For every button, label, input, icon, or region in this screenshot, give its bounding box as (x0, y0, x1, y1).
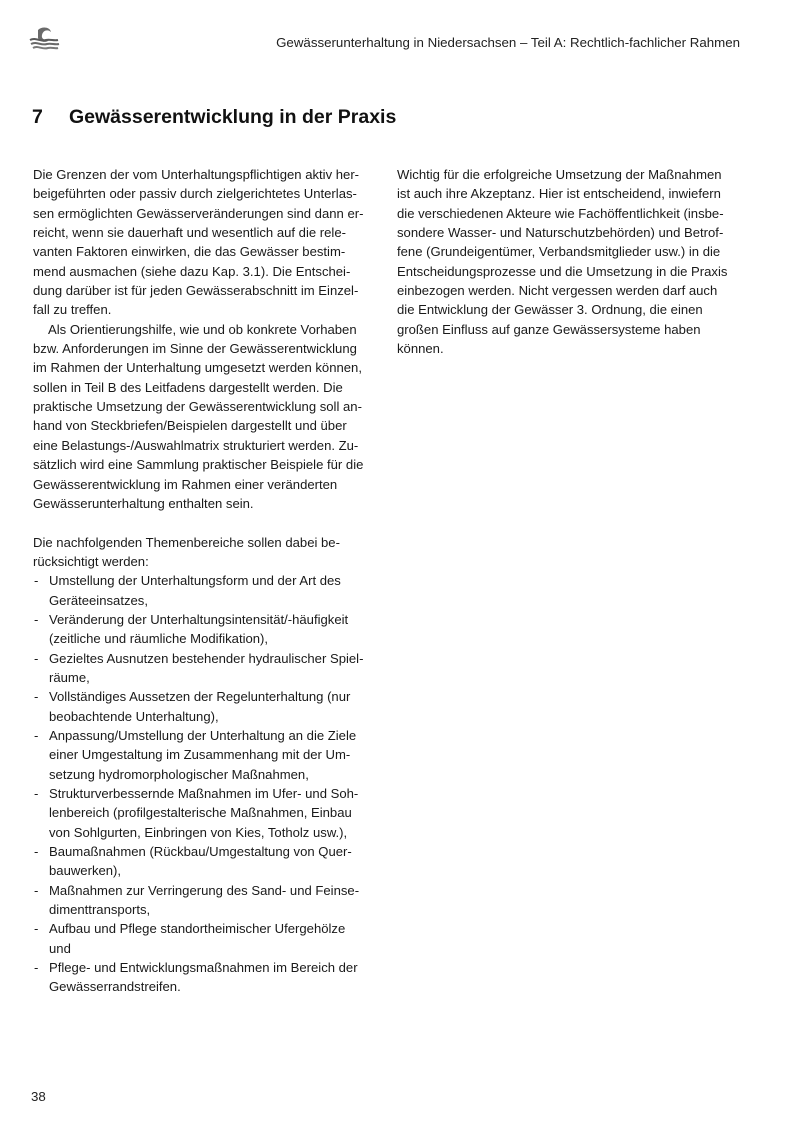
list-item (33, 881, 378, 920)
list-item-text: Vollständiges Aussetzen der Regelunterhaltung (nur (49, 689, 351, 705)
list-item (33, 649, 378, 688)
list-item-line (33, 707, 378, 726)
list-item-line (33, 668, 378, 687)
bullet-dash: - (34, 650, 39, 666)
text-line: Die nachfolgenden Themenbereiche sollen dabei be- (33, 534, 340, 550)
paragraph (33, 320, 378, 513)
list-item-line (33, 629, 378, 648)
list-item (33, 610, 378, 649)
list-item-line (33, 803, 378, 822)
bullet-dash: - (34, 786, 39, 801)
list-item-text: (zeitliche und räumliche Modifikation), (49, 631, 269, 647)
text-line: vanten Faktoren einwirken, die das Gewässer bestim- (33, 244, 346, 260)
list-item-text: einer Umgestaltung im Zusammenhang mit der Um- (49, 747, 351, 763)
list-item-line (33, 900, 378, 919)
list-item-text: Gewässerrandstreifen. (49, 979, 181, 995)
list-item-line (33, 784, 378, 803)
list-item-line (33, 610, 378, 629)
list-item-line (33, 842, 378, 861)
list-item (33, 571, 378, 610)
bullet-dash: - (34, 921, 39, 937)
paragraph (33, 533, 378, 572)
list-item (33, 842, 378, 881)
text-line: eine Belastungs-/Auswahlmatrix strukturiert werden. Zu- (33, 437, 359, 453)
list-item (33, 784, 378, 842)
list-item-text: Geräteeinsatzes, (49, 592, 148, 608)
list-item-line (33, 958, 378, 977)
chapter-heading (32, 106, 396, 129)
list-item-text: Aufbau und Pflege standortheimischer Ufergehölze (49, 921, 346, 937)
paragraph (33, 165, 378, 320)
running-header: Gewässerunterhaltung in Niedersachsen – Teil A: Rechtlich-fachlicher Rahmen (276, 35, 740, 50)
right-column (397, 165, 742, 358)
text-line: dung darüber ist für jeden Gewässerabschnitt im Einzel- (33, 283, 359, 299)
list-item-text: Baumaßnahmen (Rückbau/Umgestaltung von Quer- (49, 844, 352, 860)
text-line: Die Grenzen der vom Unterhaltungspflichtigen aktiv her- (33, 167, 360, 182)
list-item (33, 726, 378, 784)
list-item-text: beobachtende Unterhaltung), (49, 708, 219, 724)
water-wave-logo-icon (28, 26, 60, 52)
text-line: Als Orientierungshilfe, wie und ob konkrete Vorhaben (48, 321, 357, 337)
text-line: mend ausmachen (siehe dazu Kap. 3.1). Die Entschei- (33, 263, 351, 279)
list-item-text: Strukturverbessernde Maßnahmen im Ufer- und Soh- (49, 786, 359, 801)
bullet-dash: - (34, 689, 39, 705)
text-line: rücksichtigt werden: (33, 553, 149, 569)
bullet-dash: - (34, 573, 39, 589)
list-item-line (33, 649, 378, 668)
text-line: reicht, wenn sie dauerhaft und wesentlich auf die rele- (33, 225, 346, 241)
list-item-text: von Sohlgurten, Einbringen von Kies, Totholz usw.), (49, 824, 348, 840)
left-column (33, 165, 378, 997)
text-line: die verschiedenen Akteure wie Fachöffentlichkeit (insbe- (397, 205, 724, 221)
text-line: fene (Grundeigentümer, Verbandsmitglieder usw.) in die (397, 244, 721, 260)
text-line: Gewässerunterhaltung enthalten sein. (33, 495, 254, 511)
text-line: ist auch ihre Akzeptanz. Hier ist entscheidend, inwiefern (397, 186, 721, 202)
text-line: die Entwicklung der Gewässer 3. Ordnung, die einen (397, 302, 703, 318)
paragraph (397, 165, 742, 358)
paragraph-gap (33, 513, 378, 532)
list-item-line (33, 919, 378, 938)
text-line: fall zu treffen. (33, 302, 112, 318)
bullet-dash: - (34, 727, 39, 743)
list-item-text: Veränderung der Unterhaltungsintensität/-häufigkeit (49, 611, 349, 627)
bullet-dash: - (34, 960, 39, 976)
list-item-line (33, 687, 378, 706)
text-line: großen Einfluss auf ganze Gewässersysteme haben (397, 321, 701, 337)
list-item-text: lenbereich (profilgestalterische Maßnahmen, Einbau (49, 805, 352, 821)
list-item-line (33, 745, 378, 764)
list-item-text: und (49, 940, 71, 956)
list-item-text: Anpassung/Umstellung der Unterhaltung an die Ziele (49, 727, 357, 743)
list-item-line (33, 823, 378, 842)
text-line: einbezogen werden. Nicht vergessen werden darf auch (397, 283, 718, 299)
chapter-number: 7 (32, 106, 43, 128)
list-item-text: räume, (49, 669, 90, 685)
list-item-text: Umstellung der Unterhaltungsform und der Art des (49, 573, 341, 589)
text-line: hand von Steckbriefen/Beispielen dargestellt und über (33, 418, 347, 434)
list-item-text: Pflege- und Entwicklungsmaßnahmen im Bereich der (49, 960, 358, 976)
page-number: 38 (31, 1089, 46, 1104)
text-line: sondere Wasser- und Naturschutzbehörden) und Betrof- (397, 225, 724, 241)
list-item (33, 687, 378, 726)
list-item-line (33, 765, 378, 784)
text-line: praktische Umsetzung der Gewässerentwicklung soll an- (33, 399, 362, 415)
list-item-text: dimenttransports, (49, 902, 151, 918)
text-line: im Rahmen der Unterhaltung umgesetzt werden können, (33, 360, 362, 376)
text-line: Entscheidungsprozesse und die Umsetzung in die Praxis (397, 263, 728, 279)
list-item-line (33, 977, 378, 996)
text-line: sollen in Teil B des Leitfadens dargestellt werden. Die (33, 379, 343, 395)
text-line: können. (397, 341, 444, 357)
list-item-text: bauwerken), (49, 863, 122, 879)
text-line: beigeführten oder passiv durch zielgerichtetes Unterlas- (33, 186, 357, 202)
text-line: bzw. Anforderungen im Sinne der Gewässerentwicklung (33, 341, 357, 357)
chapter-title: Gewässerentwicklung in der Praxis (69, 106, 397, 128)
list-item-line (33, 591, 378, 610)
list-item-text: setzung hydromorphologischer Maßnahmen, (49, 766, 309, 782)
bullet-list (33, 571, 378, 997)
text-line: Wichtig für die erfolgreiche Umsetzung der Maßnahmen (397, 167, 722, 182)
list-item-line (33, 861, 378, 880)
list-item-line (33, 571, 378, 590)
text-line: Gewässerentwicklung im Rahmen einer veränderten (33, 476, 338, 492)
list-item (33, 919, 378, 958)
bullet-dash: - (34, 611, 39, 627)
list-item-line (33, 939, 378, 958)
text-line: sen ermöglichten Gewässerveränderungen sind dann er- (33, 205, 364, 221)
list-item (33, 958, 378, 997)
list-item-text: Gezieltes Ausnutzen bestehender hydraulischer Spiel- (49, 650, 364, 666)
list-item-line (33, 881, 378, 900)
text-line: sätzlich wird eine Sammlung praktischer Beispiele für die (33, 457, 364, 473)
list-item-text: Maßnahmen zur Verringerung des Sand- und Feinse- (49, 882, 360, 898)
bullet-dash: - (34, 844, 39, 860)
bullet-dash: - (34, 882, 39, 898)
list-item-line (33, 726, 378, 745)
